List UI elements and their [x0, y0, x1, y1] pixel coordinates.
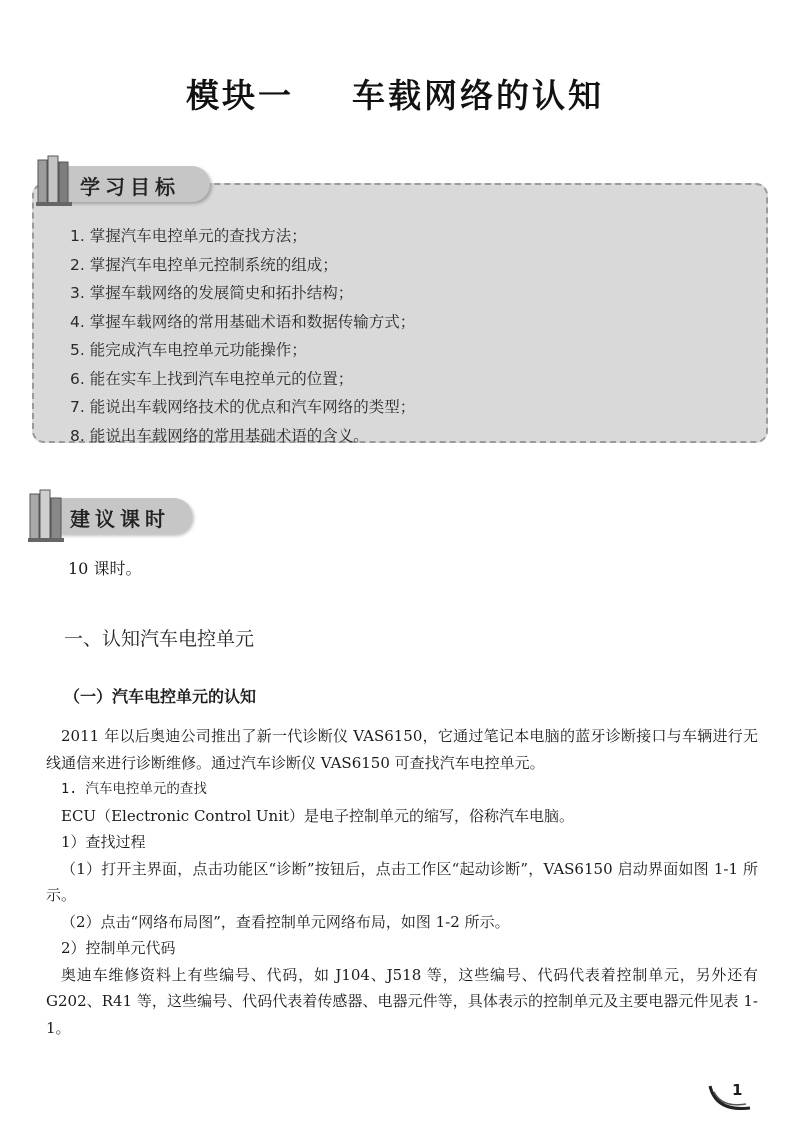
objectives-list	[70, 222, 415, 450]
paragraph: （2）点击“网络布局图”，查看控制单元网络布局，如图 1-2 所示。	[61, 912, 510, 931]
subsection-heading: （一）汽车电控单元的认知	[64, 687, 257, 706]
paragraph: ECU（Electronic Control Unit）是电子控制单元的缩写，俗称汽车电脑。	[61, 806, 575, 825]
paragraph: 1. 汽车电控单元的查找	[61, 781, 207, 797]
module-label: 模块一	[186, 76, 294, 115]
page-number-text: 1	[732, 1081, 743, 1099]
hours-heading: 建议课时	[70, 507, 170, 531]
list-item: 3. 掌握车载网络的发展简史和拓扑结构；	[70, 284, 354, 302]
module-title: 车载网络的认知	[352, 76, 604, 115]
page-number	[706, 1078, 758, 1118]
list-item: 6. 能在实车上找到汽车电控单元的位置；	[70, 369, 354, 388]
paragraph: 奥迪车维修资料上有些编号、代码，如 J104、J518 等，这些编号、代码代表着控制单元，另外还有 G202、R41 等，这些编号、代码代表着传感器、电器元件等，具体表示的控制单元及主要电器元件见表 1-1。	[46, 965, 758, 1037]
paragraph: 1）查找过程	[61, 833, 146, 851]
page-title	[0, 70, 790, 117]
hours-text: 10 课时。	[68, 559, 142, 578]
books-icon	[36, 152, 76, 208]
paragraph: 2011 年以后奥迪公司推出了新一代诊断仪 VAS6150，它通过笔记本电脑的蓝牙诊断接口与车辆进行无线通信来进行诊断维修。通过汽车诊断仪 VAS6150 可查找汽车电控单元。	[46, 727, 758, 772]
body-text	[46, 723, 758, 1041]
paragraph: （1）打开主界面，点击功能区“诊断”按钮后，点击工作区“起动诊断”，VAS6150 启动界面如图 1-1 所示。	[46, 859, 758, 904]
section-heading: 一、认知汽车电控单元	[64, 628, 255, 650]
list-item: 7. 能说出车载网络技术的优点和汽车网络的类型；	[70, 398, 416, 416]
books-icon	[28, 486, 68, 544]
list-item: 2. 掌握汽车电控单元控制系统的组成；	[70, 255, 338, 274]
list-item: 5. 能完成汽车电控单元功能操作；	[70, 341, 307, 359]
list-item: 4. 掌握车载网络的常用基础术语和数据传输方式；	[70, 312, 416, 331]
objectives-heading: 学习目标	[80, 175, 180, 199]
list-item: 1. 掌握汽车电控单元的查找方法；	[70, 227, 307, 245]
paragraph: 2）控制单元代码	[61, 939, 176, 957]
list-item: 8. 能说出车载网络的常用基础术语的含义。	[70, 426, 369, 445]
